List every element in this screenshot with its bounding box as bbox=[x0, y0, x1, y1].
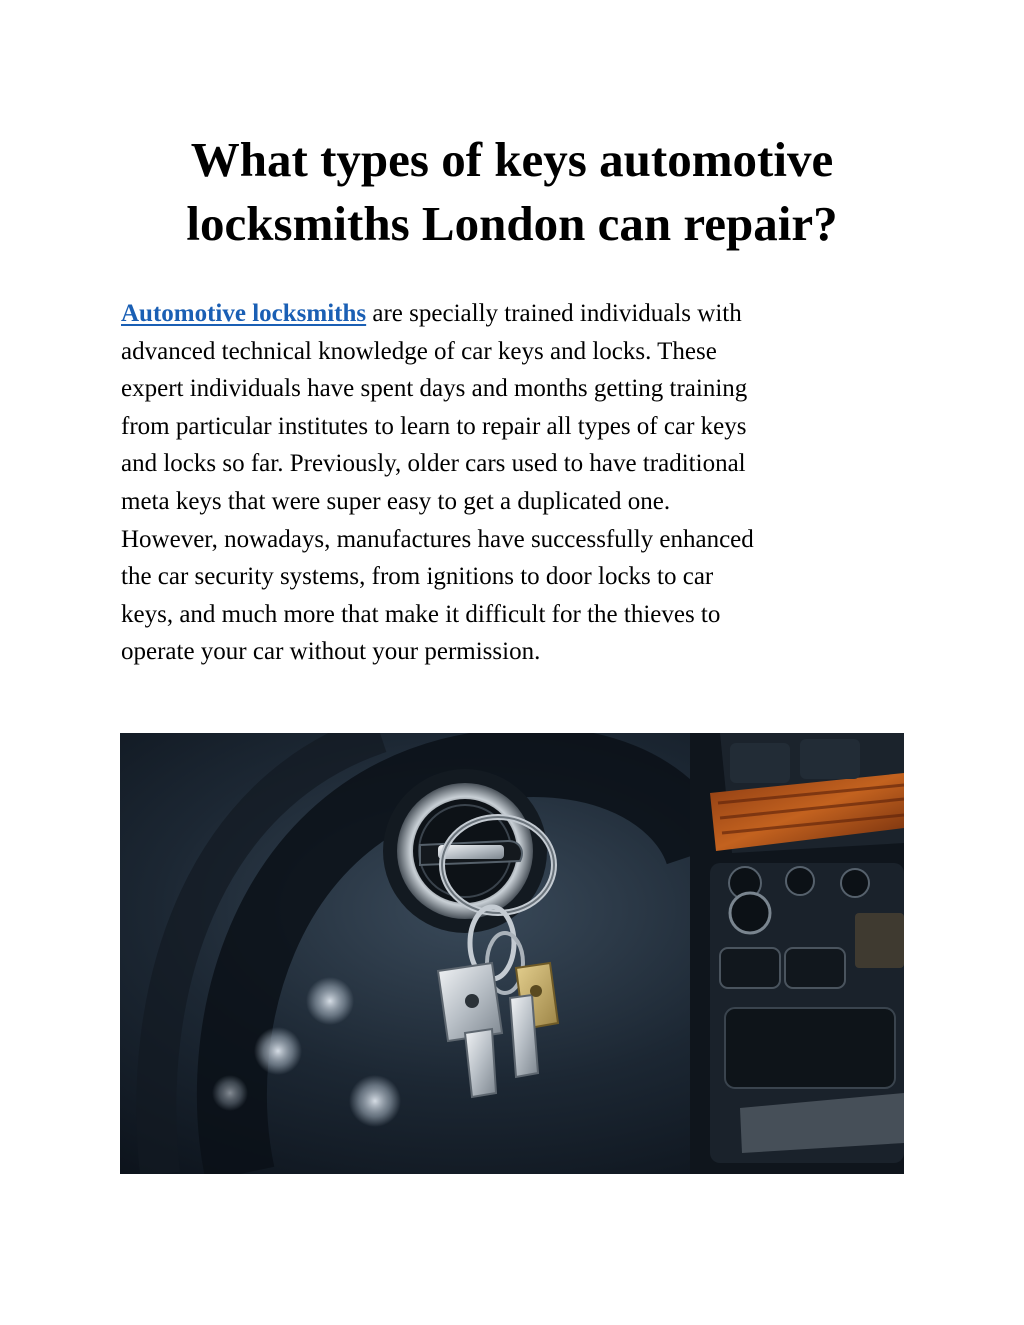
body-line-8: the car security systems, from ignitions to door locks to car bbox=[121, 563, 714, 591]
body-line-10: operate your car without your permission. bbox=[121, 638, 541, 666]
page-title bbox=[110, 128, 914, 256]
body-line-5: and locks so far. Previously, older cars used to have traditional bbox=[121, 450, 746, 478]
body-line-3: expert individuals have spent days and months getting training bbox=[121, 375, 748, 403]
title-line-1: What types of keys automotive bbox=[190, 132, 834, 187]
title-line-2: locksmiths London can repair? bbox=[186, 196, 838, 251]
body-paragraph bbox=[121, 295, 921, 671]
body-line-7: However, nowadays, manufactures have successfully enhanced bbox=[121, 525, 754, 553]
body-line-4: from particular institutes to learn to repair all types of car keys bbox=[121, 412, 747, 440]
body-line-9: keys, and much more that make it difficult for the thieves to bbox=[121, 600, 721, 628]
body-line-6: meta keys that were super easy to get a duplicated one. bbox=[121, 487, 671, 515]
body-line-1-text: are specially trained individuals with bbox=[366, 300, 742, 327]
automotive-locksmiths-link[interactable]: Automotive locksmiths bbox=[121, 300, 367, 327]
body-line-2: advanced technical knowledge of car keys and locks. These bbox=[121, 337, 717, 365]
body-line-1 bbox=[121, 295, 921, 333]
car-keys-ignition-photo bbox=[120, 733, 904, 1174]
car-keys-illustration bbox=[120, 733, 904, 1174]
